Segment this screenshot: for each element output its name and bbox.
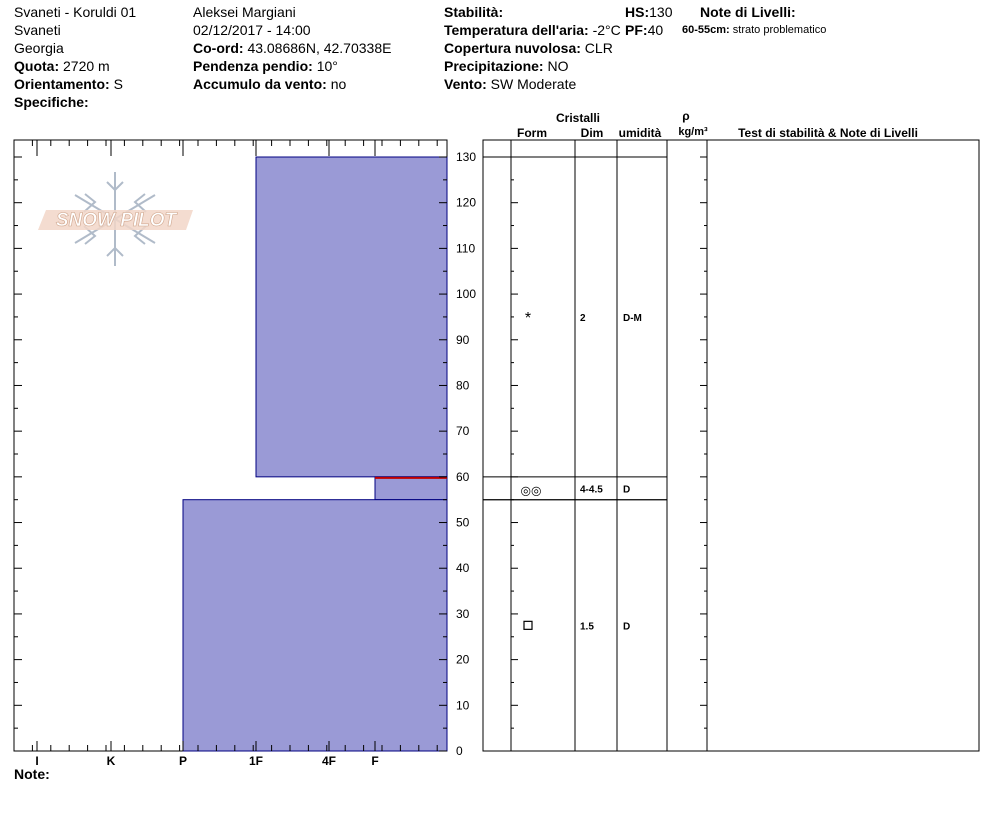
- moisture-value: D-M: [623, 312, 642, 324]
- notes-label: Note:: [14, 766, 50, 782]
- layer-notes-label: Note di Livelli:: [700, 4, 796, 20]
- density-symbol-header: ρ: [682, 109, 690, 123]
- slope-label: Pendenza pendio:: [193, 58, 313, 74]
- hardness-scale-label: P: [178, 754, 188, 768]
- height-tick-label: 90: [456, 332, 470, 347]
- site-name: Svaneti - Koruldi 01: [14, 4, 137, 20]
- hardness-layer-bar: [183, 500, 447, 751]
- stability-label: Stabilità:: [444, 4, 504, 20]
- table-column-lines: [511, 140, 707, 751]
- specifics-label: Specifiche:: [14, 94, 89, 110]
- pf-label: PF:: [625, 22, 648, 38]
- height-tick-label: 120: [456, 195, 477, 210]
- hardness-scale-label: I: [35, 754, 39, 768]
- height-tick-label: 20: [456, 652, 470, 667]
- coord-label: Co-ord:: [193, 40, 244, 56]
- aspect-label: Orientamento:: [14, 76, 110, 92]
- height-tick-label: 110: [456, 241, 476, 256]
- snowpilot-logo: [38, 172, 193, 266]
- hs-value: 130: [649, 4, 673, 20]
- form-header: Form: [517, 126, 547, 140]
- observer-name: Aleksei Margiani: [193, 4, 296, 20]
- wind-label: Vento:: [444, 76, 487, 92]
- grain-size-value: 4-4.5: [580, 484, 603, 496]
- precip-label: Precipitazione:: [444, 58, 544, 74]
- hardness-layer-bar: [375, 477, 447, 500]
- height-tick-label: 100: [456, 287, 477, 302]
- aspect-value: S: [113, 76, 123, 92]
- moisture-header: umidità: [618, 126, 662, 140]
- density-unit-header: kg/m³: [678, 126, 708, 138]
- air-temp-label: Temperatura dell'aria:: [444, 22, 589, 38]
- dim-header: Dim: [580, 126, 604, 140]
- grain-form-symbol: *: [524, 309, 532, 327]
- moisture-value: D: [623, 621, 631, 633]
- height-tick-label: 40: [456, 561, 470, 576]
- height-tick-label: 0: [456, 744, 463, 758]
- hardness-scale-label: F: [371, 754, 379, 768]
- height-tick-label: 30: [456, 606, 470, 621]
- moisture-value: D: [623, 484, 631, 496]
- elevation-value: 2720 m: [63, 58, 110, 74]
- wind-value: SW Moderate: [490, 76, 577, 92]
- grain-form-symbol: ◎◎: [520, 483, 542, 498]
- stability-tests-header: Test di stabilità & Note di Livelli: [738, 126, 918, 140]
- grain-size-value: 1.5: [580, 621, 594, 633]
- hs-label: HS:: [625, 4, 650, 20]
- cloud-value: CLR: [584, 40, 613, 56]
- country-name: Georgia: [14, 40, 64, 56]
- layer-note-text: strato problematico: [732, 24, 827, 36]
- hardness-scale-label: 4F: [321, 754, 337, 768]
- grain-size-value: 2: [580, 312, 586, 324]
- hardness-scale-label: K: [106, 754, 116, 768]
- range-name: Svaneti: [14, 22, 61, 38]
- hardness-scale-label: 1F: [248, 754, 264, 768]
- height-tick-label: 50: [456, 515, 470, 530]
- crystals-header: Cristalli: [555, 111, 601, 125]
- grain-form-symbol: □: [528, 625, 529, 627]
- height-tick-label: 60: [456, 469, 470, 484]
- height-tick-label: 10: [456, 698, 470, 713]
- elevation-label: Quota:: [14, 58, 60, 74]
- observation-datetime: 02/12/2017 - 14:00: [193, 22, 311, 38]
- precip-value: NO: [547, 58, 569, 74]
- height-tick-label: 80: [456, 378, 470, 393]
- coord-value: 43.08686N, 42.70338E: [247, 40, 392, 56]
- slope-value: 10°: [316, 58, 338, 74]
- logo-text: SNOW PILOT: [55, 210, 177, 231]
- hardness-layer-bar: [256, 157, 447, 477]
- wind-loading-value: no: [330, 76, 347, 92]
- profile-table-frame: [483, 140, 979, 751]
- wind-loading-label: Accumulo da vento:: [193, 76, 327, 92]
- height-tick-label: 70: [456, 424, 470, 439]
- height-tick-label: 130: [456, 150, 477, 164]
- grain-form-square-icon: [524, 621, 532, 629]
- layer-note-range: 60-55cm:: [682, 24, 730, 36]
- air-temp-value: -2°C: [592, 22, 621, 38]
- cloud-label: Copertura nuvolosa:: [444, 40, 581, 56]
- pf-value: 40: [647, 22, 664, 38]
